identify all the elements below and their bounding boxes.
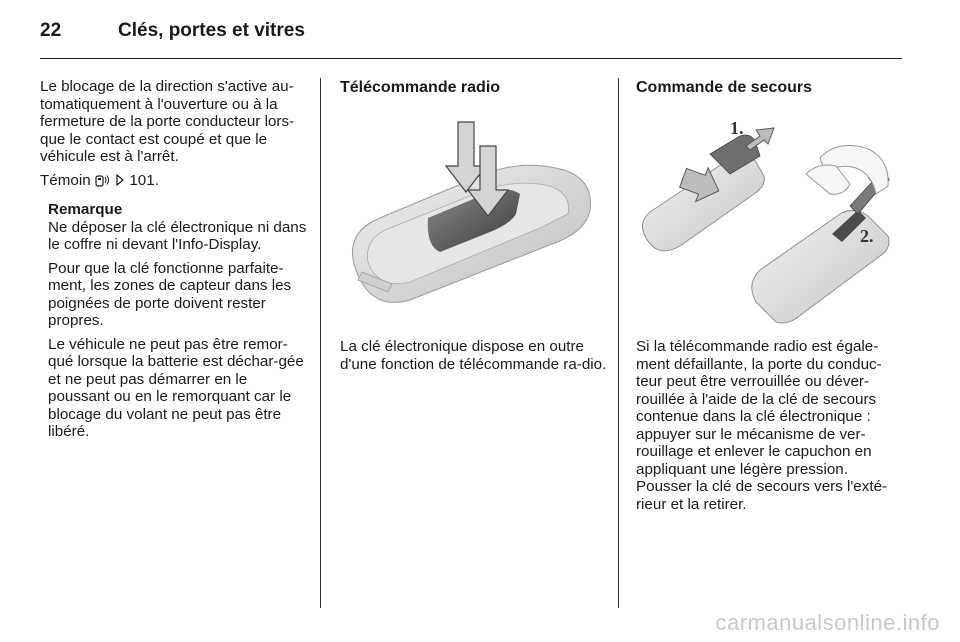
remote-control-heading: Télécommande radio bbox=[340, 79, 501, 96]
note-paragraph-3: Le véhicule ne peut pas être remor-qué lorsque la batterie est déchar-gée et ne peut pas démarrer en le poussant ou en le remorquant car le blocage du volant ne peut pas être libéré. bbox=[48, 335, 304, 440]
column-1 bbox=[40, 78, 308, 447]
key-fob-icon bbox=[95, 173, 111, 192]
emergency-control-paragraph: Si la télécommande radio est égale-ment défaillante, la porte du conduc-teur peut être verrouillée ou déver-rouillée à l'aide de la clé de secours contenue dans la clé électronique : appuyer sur le mécanisme de ver-rouillage et enlever le capuchon en appliquant une légère pression. Pousser la clé de secours vers l'exté-rieur et la retirer. bbox=[636, 338, 888, 513]
watermark: carmanualsonline.info bbox=[715, 610, 940, 635]
indicator-line bbox=[40, 172, 308, 192]
step-2-label: 2. bbox=[860, 226, 874, 246]
steering-lock-paragraph: Le blocage de la direction s'active au-tomatiquement à l'ouverture ou à la fermeture de la porte conducteur lors-que le contact est coupé et que le véhicule est à l'arrêt. bbox=[40, 78, 295, 165]
remote-control-paragraph: La clé électronique dispose en outre d'une fonction de télécommande ra-dio. bbox=[340, 338, 607, 373]
column-2 bbox=[340, 78, 608, 379]
indicator-label: Témoin bbox=[40, 171, 91, 189]
emergency-control-heading: Commande de secours bbox=[636, 79, 813, 96]
column-divider-1 bbox=[320, 78, 321, 608]
column-3 bbox=[636, 78, 902, 519]
page-reference-arrow-icon bbox=[115, 173, 125, 191]
note-block bbox=[40, 201, 308, 441]
column-divider-2 bbox=[618, 78, 619, 608]
page-title: Clés, portes et vitres bbox=[118, 20, 305, 41]
note-paragraph-1: Ne déposer la clé électronique ni dans le coffre ni devant l'Info-Display. bbox=[48, 218, 307, 253]
header-rule bbox=[40, 58, 902, 59]
note-title: Remarque bbox=[48, 201, 123, 218]
key-fob-illustration bbox=[340, 114, 602, 324]
indicator-page-reference[interactable]: 101. bbox=[129, 171, 159, 189]
note-paragraph-2: Pour que la clé fonctionne parfaite-ment, les zones de capteur dans les poignées de porte doivent rester propres. bbox=[48, 259, 292, 329]
step-1-label: 1. bbox=[730, 118, 744, 138]
emergency-key-illustration bbox=[636, 114, 898, 324]
page-number: 22 bbox=[40, 20, 62, 41]
